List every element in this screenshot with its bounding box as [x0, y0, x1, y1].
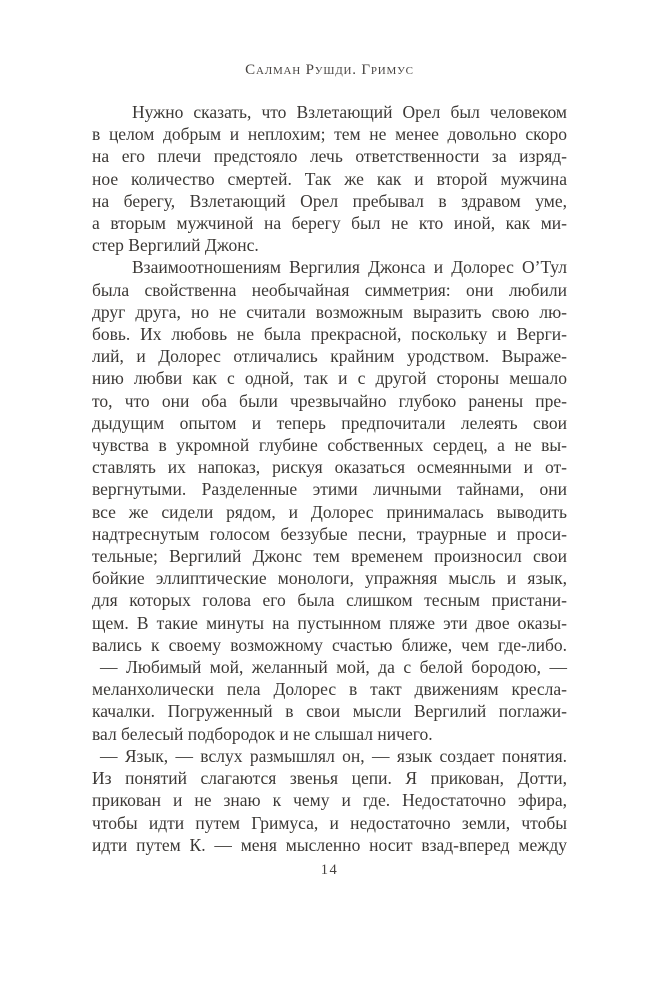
text-line: то, что они оба были чрезвычайно глубоко ранены пре- [92, 390, 567, 411]
text-line: лий, и Долорес отличались крайним уродством. Выраже- [92, 346, 567, 367]
text-line: — Любимый мой, желанный мой, да с белой бородою, — [100, 657, 567, 678]
text-line: ное количество смертей. Так же как и второй мужчина [92, 168, 567, 189]
text-line: — Язык, — вслух размышлял он, — язык создает понятия. [100, 745, 567, 766]
text-line: идти путем К. — меня мысленно носит взад-вперед между [92, 834, 567, 855]
paragraph [92, 745, 567, 856]
text-line: качалки. Погруженный в свои мысли Вергилий поглажи- [92, 701, 567, 722]
text-line: а вторым мужчиной на берегу был не кто иной, как ми- [92, 213, 567, 234]
text-line: на его плечи предстояло лечь ответственности за изряд- [92, 146, 567, 167]
text-line: чтобы идти путем Гримуса, и недостаточно земли, чтобы [92, 812, 567, 833]
text-line: ставлять их напоказ, рискуя оказаться осмеянными и от- [92, 457, 567, 478]
page-number: 14 [320, 862, 339, 878]
text-line: щем. В такие минуты на пустынном пляже эти двое оказы- [92, 612, 567, 633]
text-line: Из понятий слагаются звенья цепи. Я прикован, Дотти, [92, 768, 567, 789]
text-line: вал белесый подбородок и не слышал ничего. [92, 723, 433, 744]
text-line: бойкие эллиптические монологи, упражняя мысль и язык, [92, 568, 567, 589]
text-line: дыдущим опытом и теперь предпочитали лелеять свои [92, 412, 567, 433]
text-line: стер Вергилий Джонс. [92, 235, 259, 256]
text-line: нию любви как с одной, так и с другой стороны мешало [92, 368, 567, 389]
text-line: друг друга, но не считали возможным выразить свою лю- [92, 301, 567, 322]
text-line: для которых голова его была слишком тесным пристани- [92, 590, 567, 611]
paragraph [92, 101, 567, 256]
paragraph [92, 256, 567, 656]
text-line: вергнутыми. Разделенные этими личными тайнами, они [92, 479, 567, 500]
text-line: была свойственна необычайная симметрия: они любили [92, 279, 567, 300]
text-line: в целом добрым и неплохим; тем не менее довольно скоро [92, 124, 567, 145]
paragraph [92, 656, 567, 745]
text-line: Нужно сказать, что Взлетающий Орел был человеком [132, 102, 567, 122]
text-line: тельные; Вергилий Джонс тем временем произносил свои [92, 546, 567, 567]
text-line: бовь. Их любовь не была прекрасной, поскольку и Верги- [92, 324, 567, 345]
text-line: все же сидели рядом, и Долорес принималась выводить [92, 501, 567, 522]
text-line: меланхолически пела Долорес в такт движениям кресла- [92, 679, 567, 700]
running-header: Салман Рушди. Гримус [245, 62, 414, 78]
text-line: надтреснутым голосом беззубые песни, траурные и проси- [92, 523, 567, 544]
text-line: Взаимоотношениям Вергилия Джонса и Долорес О’Тул [132, 257, 567, 278]
text-line: на берегу, Взлетающий Орел пребывал в здравом уме, [92, 190, 567, 211]
body-text [92, 101, 567, 856]
text-line: чувства в укромной глубине собственных сердец, а не вы- [92, 435, 567, 456]
text-line: вались к своему возможному счастью ближе, чем где-либо. [92, 634, 567, 655]
text-line: прикован и не знаю к чему и где. Недостаточно эфира, [92, 790, 567, 811]
